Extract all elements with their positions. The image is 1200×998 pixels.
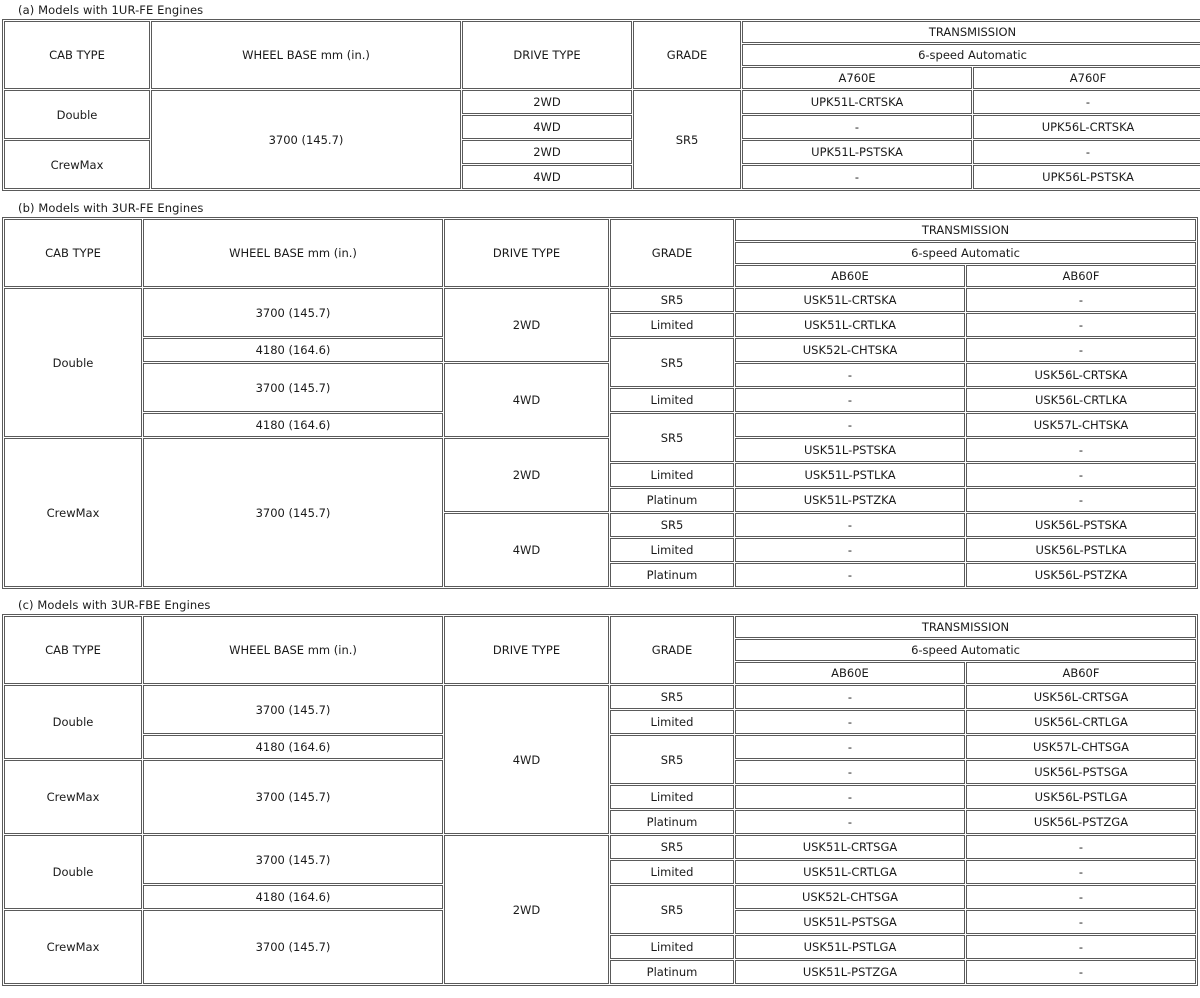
header-transmission: TRANSMISSION [735, 616, 1196, 638]
model-code-f: USK56L-PSTLKA [966, 538, 1196, 562]
grade-cell: SR5 [610, 735, 734, 784]
model-code-e: USK51L-CRTSGA [735, 835, 965, 859]
drive-type-cell: 4WD [444, 513, 609, 587]
cab-type-cell: Double [4, 685, 142, 759]
header-grade: GRADE [610, 616, 734, 684]
model-code-e: - [735, 388, 965, 412]
grade-cell: Limited [610, 388, 734, 412]
model-code-f: UPK56L-PSTSKA [973, 165, 1200, 189]
model-code-f: UPK56L-CRTSKA [973, 115, 1200, 139]
grade-cell: Limited [610, 935, 734, 959]
grade-cell: SR5 [633, 90, 741, 189]
grade-cell: Platinum [610, 488, 734, 512]
drive-type-cell: 2WD [462, 140, 632, 164]
header-transmission-code-1: AB60E [735, 265, 965, 287]
cab-type-cell: CrewMax [4, 140, 150, 189]
grade-cell: SR5 [610, 288, 734, 312]
grade-cell: Limited [610, 860, 734, 884]
cab-type-cell: CrewMax [4, 438, 142, 587]
wheel-base-cell: 3700 (145.7) [143, 760, 443, 834]
header-drive-type: DRIVE TYPE [462, 21, 632, 89]
drive-type-cell: 4WD [444, 363, 609, 437]
table-b-3ur-fe [2, 217, 1198, 589]
table-row [4, 835, 1196, 859]
table-spacer [0, 191, 1200, 198]
header-transmission-code-2: AB60F [966, 662, 1196, 684]
grade-cell: SR5 [610, 338, 734, 387]
model-code-e: - [735, 760, 965, 784]
model-code-f: - [966, 288, 1196, 312]
grade-cell: Platinum [610, 563, 734, 587]
model-code-e: - [735, 685, 965, 709]
header-cab-type: CAB TYPE [4, 21, 150, 89]
header-transmission-code-2: AB60F [966, 265, 1196, 287]
model-code-f: - [966, 960, 1196, 984]
grade-cell: SR5 [610, 413, 734, 462]
grade-cell: SR5 [610, 685, 734, 709]
header-grade: GRADE [633, 21, 741, 89]
drive-type-cell: 2WD [444, 288, 609, 362]
header-wheel-base: WHEEL BASE mm (in.) [143, 616, 443, 684]
header-wheel-base: WHEEL BASE mm (in.) [151, 21, 461, 89]
header-transmission-code-2: A760F [973, 67, 1200, 89]
model-code-f: - [966, 438, 1196, 462]
model-code-e: - [735, 538, 965, 562]
model-code-e: - [742, 165, 972, 189]
table-b-caption: (b) Models with 3UR-FE Engines [18, 201, 204, 215]
table-a-1ur-fe [2, 19, 1200, 191]
wheel-base-cell: 4180 (164.6) [143, 338, 443, 362]
cab-type-cell: Double [4, 835, 142, 909]
model-code-e: USK52L-CHTSGA [735, 885, 965, 909]
grade-cell: Limited [610, 313, 734, 337]
model-code-f: USK57L-CHTSKA [966, 413, 1196, 437]
wheel-base-cell: 3700 (145.7) [143, 685, 443, 734]
header-wheel-base: WHEEL BASE mm (in.) [143, 219, 443, 287]
model-code-e: - [735, 710, 965, 734]
wheel-base-cell: 3700 (145.7) [151, 90, 461, 189]
table-row [4, 363, 1196, 387]
grade-cell: Platinum [610, 810, 734, 834]
wheel-base-cell: 3700 (145.7) [143, 835, 443, 884]
table-c-header-row-1 [4, 616, 1196, 638]
drive-type-cell: 2WD [462, 90, 632, 114]
model-code-e: USK52L-CHTSKA [735, 338, 965, 362]
model-code-e: - [735, 513, 965, 537]
wheel-base-cell: 3700 (145.7) [143, 288, 443, 337]
header-transmission-detail: 6-speed Automatic [735, 242, 1196, 264]
header-transmission: TRANSMISSION [742, 21, 1200, 43]
cab-type-cell: CrewMax [4, 910, 142, 984]
wheel-base-cell: 3700 (145.7) [143, 438, 443, 587]
grade-cell: Limited [610, 463, 734, 487]
model-code-f: - [966, 463, 1196, 487]
model-code-e: USK51L-CRTLKA [735, 313, 965, 337]
table-row [4, 438, 1196, 462]
model-code-e: USK51L-PSTLKA [735, 463, 965, 487]
model-code-e: - [735, 363, 965, 387]
drive-type-cell: 4WD [462, 115, 632, 139]
model-code-f: - [973, 140, 1200, 164]
header-transmission-code-1: AB60E [735, 662, 965, 684]
table-row [4, 288, 1196, 312]
model-code-f: - [966, 313, 1196, 337]
model-code-f: - [966, 885, 1196, 909]
model-code-f: USK56L-CRTSGA [966, 685, 1196, 709]
grade-cell: SR5 [610, 885, 734, 934]
model-code-f: - [966, 910, 1196, 934]
model-code-f: - [966, 488, 1196, 512]
cab-type-cell: CrewMax [4, 760, 142, 834]
model-code-f: USK56L-PSTSKA [966, 513, 1196, 537]
table-c-caption: (c) Models with 3UR-FBE Engines [18, 598, 211, 612]
header-transmission-detail: 6-speed Automatic [742, 44, 1200, 66]
table-c-3ur-fbe [2, 614, 1198, 986]
model-code-e: - [735, 413, 965, 437]
model-code-e: - [735, 810, 965, 834]
wheel-base-cell: 4180 (164.6) [143, 885, 443, 909]
model-code-f: USK56L-CRTLKA [966, 388, 1196, 412]
drive-type-cell: 4WD [444, 685, 609, 834]
table-row [4, 685, 1196, 709]
model-code-e: - [742, 115, 972, 139]
model-code-f: - [966, 935, 1196, 959]
model-code-e: - [735, 735, 965, 759]
drive-type-cell: 2WD [444, 438, 609, 512]
grade-cell: SR5 [610, 513, 734, 537]
model-code-f: USK57L-CHTSGA [966, 735, 1196, 759]
model-code-f: USK56L-PSTZKA [966, 563, 1196, 587]
model-code-f: USK56L-PSTLGA [966, 785, 1196, 809]
model-code-e: - [735, 563, 965, 587]
header-transmission-code-1: A760E [742, 67, 972, 89]
model-code-e: USK51L-CRTLGA [735, 860, 965, 884]
header-cab-type: CAB TYPE [4, 219, 142, 287]
model-code-f: USK56L-PSTZGA [966, 810, 1196, 834]
drive-type-cell: 2WD [444, 835, 609, 984]
wheel-base-cell: 3700 (145.7) [143, 910, 443, 984]
table-a-header-row-1 [4, 21, 1200, 43]
model-code-e: UPK51L-PSTSKA [742, 140, 972, 164]
model-code-e: USK51L-CRTSKA [735, 288, 965, 312]
model-code-f: USK56L-CRTLGA [966, 710, 1196, 734]
model-code-f: - [973, 90, 1200, 114]
cab-type-cell: Double [4, 288, 142, 437]
model-code-e: USK51L-PSTSKA [735, 438, 965, 462]
model-code-e: - [735, 785, 965, 809]
header-grade: GRADE [610, 219, 734, 287]
wheel-base-cell: 4180 (164.6) [143, 413, 443, 437]
cab-type-cell: Double [4, 90, 150, 139]
header-transmission-detail: 6-speed Automatic [735, 639, 1196, 661]
header-cab-type: CAB TYPE [4, 616, 142, 684]
grade-cell: Platinum [610, 960, 734, 984]
header-drive-type: DRIVE TYPE [444, 616, 609, 684]
grade-cell: Limited [610, 785, 734, 809]
wheel-base-cell: 3700 (145.7) [143, 363, 443, 412]
model-code-f: USK56L-PSTSGA [966, 760, 1196, 784]
model-code-f: - [966, 835, 1196, 859]
table-row [4, 90, 1200, 114]
wheel-base-cell: 4180 (164.6) [143, 735, 443, 759]
model-code-e: USK51L-PSTZKA [735, 488, 965, 512]
model-code-f: USK56L-CRTSKA [966, 363, 1196, 387]
model-code-e: UPK51L-CRTSKA [742, 90, 972, 114]
model-code-f: - [966, 860, 1196, 884]
grade-cell: Limited [610, 710, 734, 734]
model-code-e: USK51L-PSTLGA [735, 935, 965, 959]
model-code-e: USK51L-PSTZGA [735, 960, 965, 984]
header-drive-type: DRIVE TYPE [444, 219, 609, 287]
model-code-f: - [966, 338, 1196, 362]
grade-cell: Limited [610, 538, 734, 562]
grade-cell: SR5 [610, 835, 734, 859]
drive-type-cell: 4WD [462, 165, 632, 189]
model-code-e: USK51L-PSTSGA [735, 910, 965, 934]
header-transmission: TRANSMISSION [735, 219, 1196, 241]
table-b-header-row-1 [4, 219, 1196, 241]
table-a-caption: (a) Models with 1UR-FE Engines [18, 3, 204, 17]
